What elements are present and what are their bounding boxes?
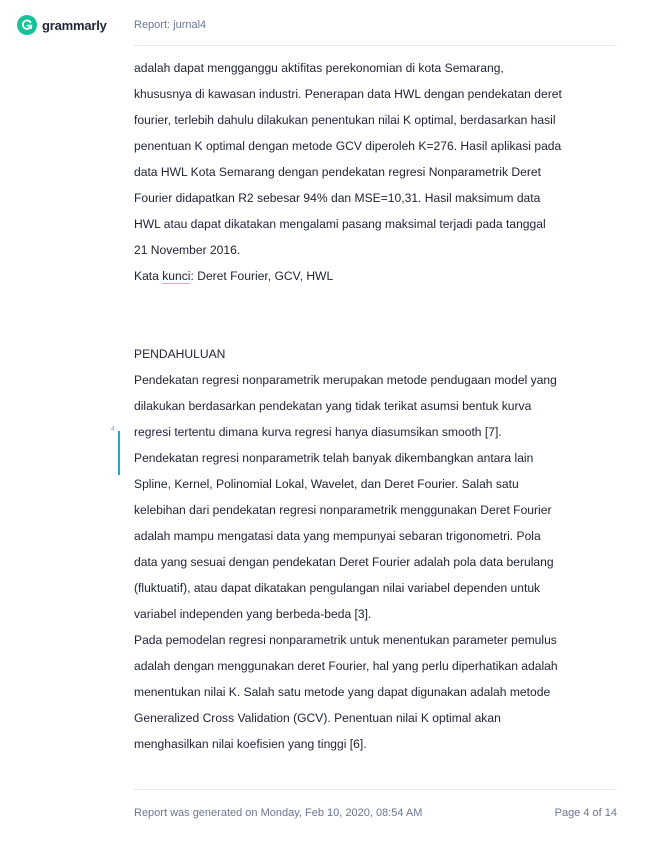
text-line: regresi tertentu dimana kurva regresi hanya diasumsikan smooth [7]. — [134, 425, 502, 439]
flagged-word[interactable]: kunci — [162, 269, 191, 283]
text-line: menghasilkan nilai koefisien yang tinggi [6]. — [134, 737, 367, 751]
text-line: Pendekatan regresi nonparametrik telah banyak dikembangkan antara lain — [134, 451, 534, 465]
brand-name: grammarly — [42, 17, 107, 33]
text-line: fourier, terlebih dahulu dilakukan penentukan nilai K optimal, berdasarkan hasil — [134, 113, 556, 127]
section-heading: PENDAHULUAN — [134, 347, 226, 361]
text-line: penentuan K optimal dengan metode GCV diperoleh K=276. Hasil aplikasi pada — [134, 139, 562, 153]
page-indicator: Page 4 of 14 — [554, 807, 617, 819]
text-line: menentukan nilai K. Salah satu metode yang dapat digunakan adalah metode — [134, 685, 551, 699]
report-generated-text: Report was generated on Monday, Feb 10, 2020, 08:54 AM — [134, 807, 423, 819]
issue-marker-bar[interactable] — [118, 431, 120, 475]
text-line: khususnya di kawasan industri. Penerapan data HWL dengan pendekatan deret — [134, 87, 562, 101]
text-line: Pada pemodelan regresi nonparametrik untuk menentukan parameter pemulus — [134, 633, 557, 647]
report-title: Report: jurnal4 — [134, 19, 207, 31]
text-line: Spline, Kernel, Polinomial Lokal, Wavelet, dan Deret Fourier. Salah satu — [134, 477, 519, 491]
keywords-prefix: Kata — [134, 269, 163, 283]
text-line: dilakukan berdasarkan pendekatan yang tidak terikat asumsi bentuk kurva — [134, 399, 532, 413]
text-line: variabel independen yang berbeda-beda [3]. — [134, 607, 372, 621]
text-line: Pendekatan regresi nonparametrik merupakan metode pendugaan model yang — [134, 373, 557, 387]
text-line: 21 November 2016. — [134, 243, 241, 257]
text-line: data yang sesuai dengan pendekatan Deret Fourier adalah pola data berulang — [134, 555, 554, 569]
text-line: (fluktuatif), atau dapat dikatakan pengulangan nilai variabel dependen untuk — [134, 581, 541, 595]
keywords-list: : Deret Fourier, GCV, HWL — [190, 269, 334, 283]
header-divider — [134, 45, 617, 46]
report-header — [0, 0, 650, 46]
grammarly-g-icon — [17, 15, 37, 35]
text-line: adalah dapat mengganggu aktifitas perekonomian di kota Semarang, — [134, 61, 504, 75]
issue-number: 4 — [111, 426, 115, 433]
text-line: data HWL Kota Semarang dengan pendekatan regresi Nonparametrik Deret — [134, 165, 541, 179]
text-line: kelebihan dari pendekatan regresi nonparametrik menggunakan Deret Fourier — [134, 503, 552, 517]
text-line: adalah mampu mengatasi data yang mempunyai sebaran trigonometri. Pola — [134, 529, 541, 543]
text-line: adalah dengan menggunakan deret Fourier, hal yang perlu diperhatikan adalah — [134, 659, 558, 673]
footer-divider — [134, 789, 617, 790]
document-body — [134, 55, 624, 757]
keywords-line — [134, 263, 624, 289]
spacer — [134, 315, 624, 341]
text-line: HWL atau dapat dikatakan mengalami pasang maksimal terjadi pada tanggal — [134, 217, 546, 231]
spacer — [134, 289, 624, 315]
text-line: Fourier didapatkan R2 sebesar 94% dan MSE=10,31. Hasil maksimum data — [134, 191, 541, 205]
text-line: Generalized Cross Validation (GCV). Penentuan nilai K optimal akan — [134, 711, 501, 725]
grammarly-logo — [17, 15, 107, 35]
